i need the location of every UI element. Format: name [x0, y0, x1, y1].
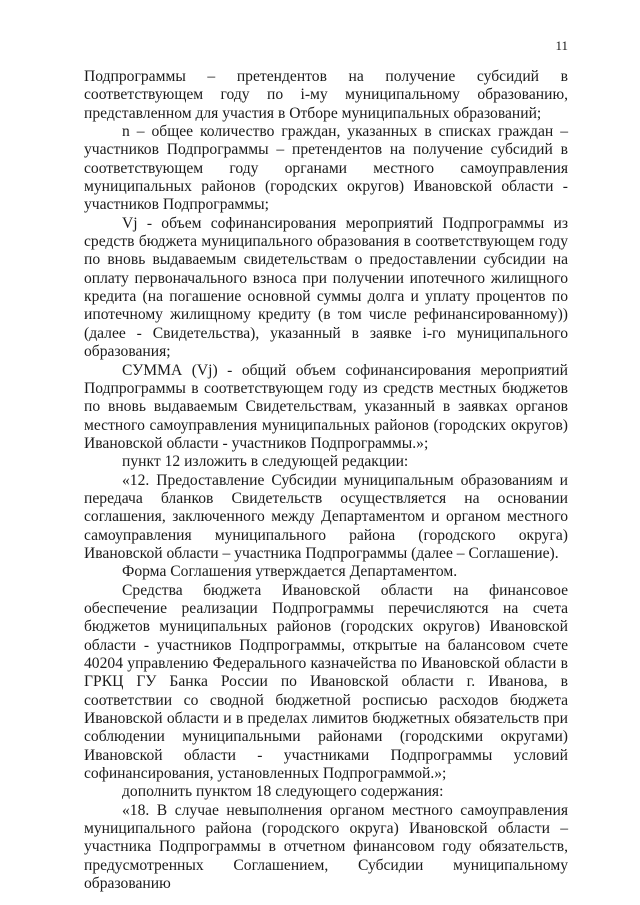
paragraph-item-12: «12. Предоставление Субсидии муниципальным образованиям и передача бланков Свидетельств осуществляется на основании соглашения, заключенного между Департаментом и органом местного самоуправления муниципального района (городского округа) Ивановской области – участника Подпрограммы (далее – Соглашение).: [84, 471, 568, 562]
paragraph-item-12-intro: пункт 12 изложить в следующей редакции:: [122, 453, 409, 471]
paragraph-n-definition: n – общее количество граждан, указанных в списках граждан – участников Подпрограммы – претендентов на получение субсидий в соответствующем году органами местного самоуправления муниципальных районов (городских округов) Ивановской области - участников Подпрограммы;: [84, 123, 568, 214]
document-body: [84, 68, 568, 893]
paragraph-item-18: «18. В случае невыполнения органом местного самоуправления муниципального района (городского округа) Ивановской области – участника Подпрограммы в отчетном финансовом году обязательств, предусмотренных Соглашением, Субсидии муниципальному образованию: [84, 801, 568, 893]
paragraph-item-18-intro: дополнить пунктом 18 следующего содержания:: [122, 783, 444, 801]
paragraph-subsidy-applicants: Подпрограммы – претендентов на получение субсидий в соответствующем году по i-му муниципальному образованию, представленном для участия в Отборе муниципальных образований;: [84, 68, 568, 122]
paragraph-sum-vj-definition: СУММА (Vj) - общий объем софинансирования мероприятий Подпрограммы в соответствующем году из средств местных бюджетов по вновь выдаваемым Свидетельствам, указанный в заявках органов местного самоуправления муниципальных районов (городских округов) Ивановской области - участников Подпрограммы.»;: [84, 361, 568, 452]
paragraph-budget-funds: Средства бюджета Ивановской области на финансовое обеспечение реализации Подпрограммы перечисляются на счета бюджетов муниципальных районов (городских округов) Ивановской области - участников Подпрограммы, открытые на балансовом счете 40204 управлению Федерального казначейства по Ивановской области в ГРКЦ ГУ Банка России по Ивановской области г. Иванова, в соответствии со сводной бюджетной росписью расходов бюджета Ивановской области и в пределах лимитов бюджетных обязательств при соблюдении муниципальными районами (городскими округами) Ивановской области - участниками Подпрограммы условий софинансирования, установленных Подпрограммой.»;: [84, 581, 568, 783]
page-number: 11: [555, 38, 568, 53]
paragraph-agreement-form: Форма Соглашения утверждается Департаментом.: [122, 563, 458, 581]
paragraph-vj-definition: Vj - объем софинансирования мероприятий Подпрограммы из средств бюджета муниципального образования в соответствующем году по вновь выдаваемым свидетельствам о предоставлении субсидии на оплату первоначального взноса при получении ипотечного жилищного кредита (на погашение основной суммы долга и уплату процентов по ипотечному жилищному кредиту (в том числе рефинансированному)) (далее - Свидетельства), указанный в заявке i-го муниципального образования;: [84, 214, 568, 361]
